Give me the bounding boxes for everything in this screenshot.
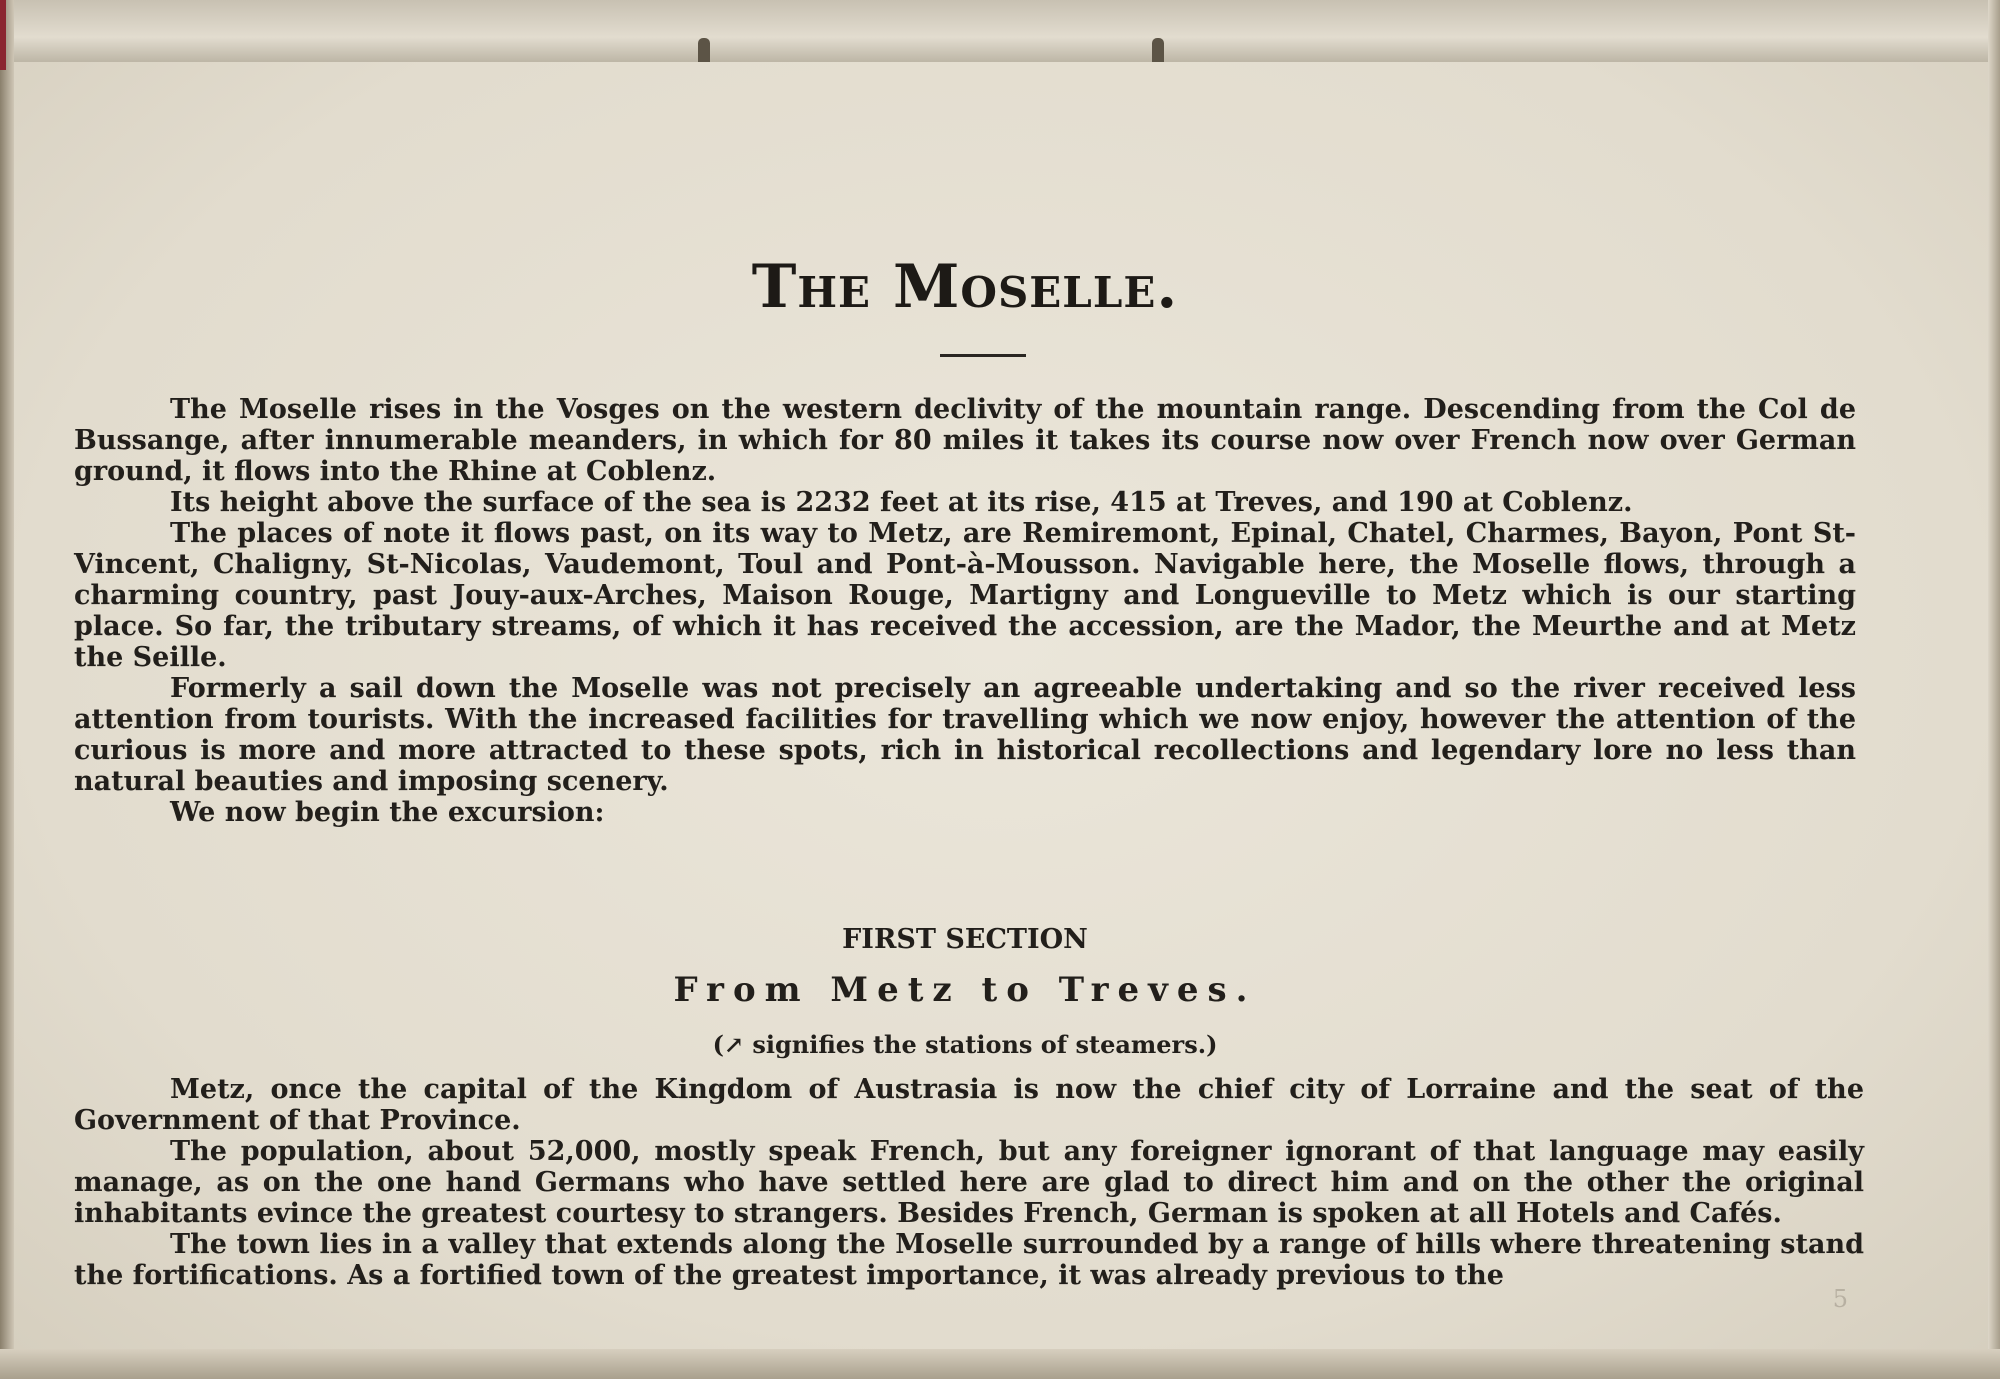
page-number: 5 [1832,1285,1848,1313]
book-page [14,62,1988,1349]
page-bottom-edge [0,1349,2000,1379]
page-left-edge [0,0,14,1379]
paragraph: The population, about 52,000, mostly speak French, but any foreigner ignorant of that language may easily manage, as on the one hand Germans who have settled here are glad to direct him and on the other the original inhabitants evince the greatest courtesy to strangers. Besides French, German is spoken at all Hotels and Cafés. [74,1136,1864,1229]
cover-edge [0,0,6,70]
paragraph: Formerly a sail down the Moselle was not precisely an agreeable undertaking and so the river received less attention from tourists. With the increased facilities for travelling which we now enjoy, however the attention of the curious is more and more attracted to these spots, rich in historical recollections and legendary lore no less than natural beauties and imposing scenery. [74,673,1856,797]
intro-body [74,394,1856,828]
binding-gutter [0,0,2000,64]
section-subtitle: From Metz to Treves. [673,970,1257,1010]
paragraph: The places of note it flows past, on its way to Metz, are Remiremont, Epinal, Chatel, Charmes, Bayon, Pont St-Vincent, Chaligny, St-Nicolas, Vaudemont, Toul and Pont-à-Mousson. Navigable here, the Moselle flows, through a charming country, past Jouy-aux-Arches, Maison Rouge, Martigny and Longueville to Metz which is our starting place. So far, the tributary streams, of which it has received the accession, are the Mador, the Meurthe and at Metz the Seille. [74,518,1856,673]
page-title: The Moselle. [751,252,1179,322]
steamer-note: (↗ signifies the stations of steamers.) [712,1030,1218,1059]
paragraph: We now begin the excursion: [170,797,605,828]
paragraph: Its height above the surface of the sea is 2232 feet at its rise, 415 at Treves, and 190 at Coblenz. [170,487,1633,518]
page-right-edge [1988,0,2000,1379]
title-rule [940,354,1026,357]
paragraph: The town lies in a valley that extends along the Moselle surrounded by a range of hills where threatening stand the fortifications. As a fortified town of the greatest importance, it was already previous to the [74,1229,1864,1291]
section-heading: FIRST SECTION [842,924,1088,955]
paragraph: Metz, once the capital of the Kingdom of Austrasia is now the chief city of Lorraine and the seat of the Government of that Province. [74,1074,1864,1136]
metz-body [74,1074,1864,1291]
paragraph: The Moselle rises in the Vosges on the western declivity of the mountain range. Descending from the Col de Bussange, after innumerable meanders, in which for 80 miles it takes its course now over French now over German ground, it flows into the Rhine at Coblenz. [74,394,1856,487]
